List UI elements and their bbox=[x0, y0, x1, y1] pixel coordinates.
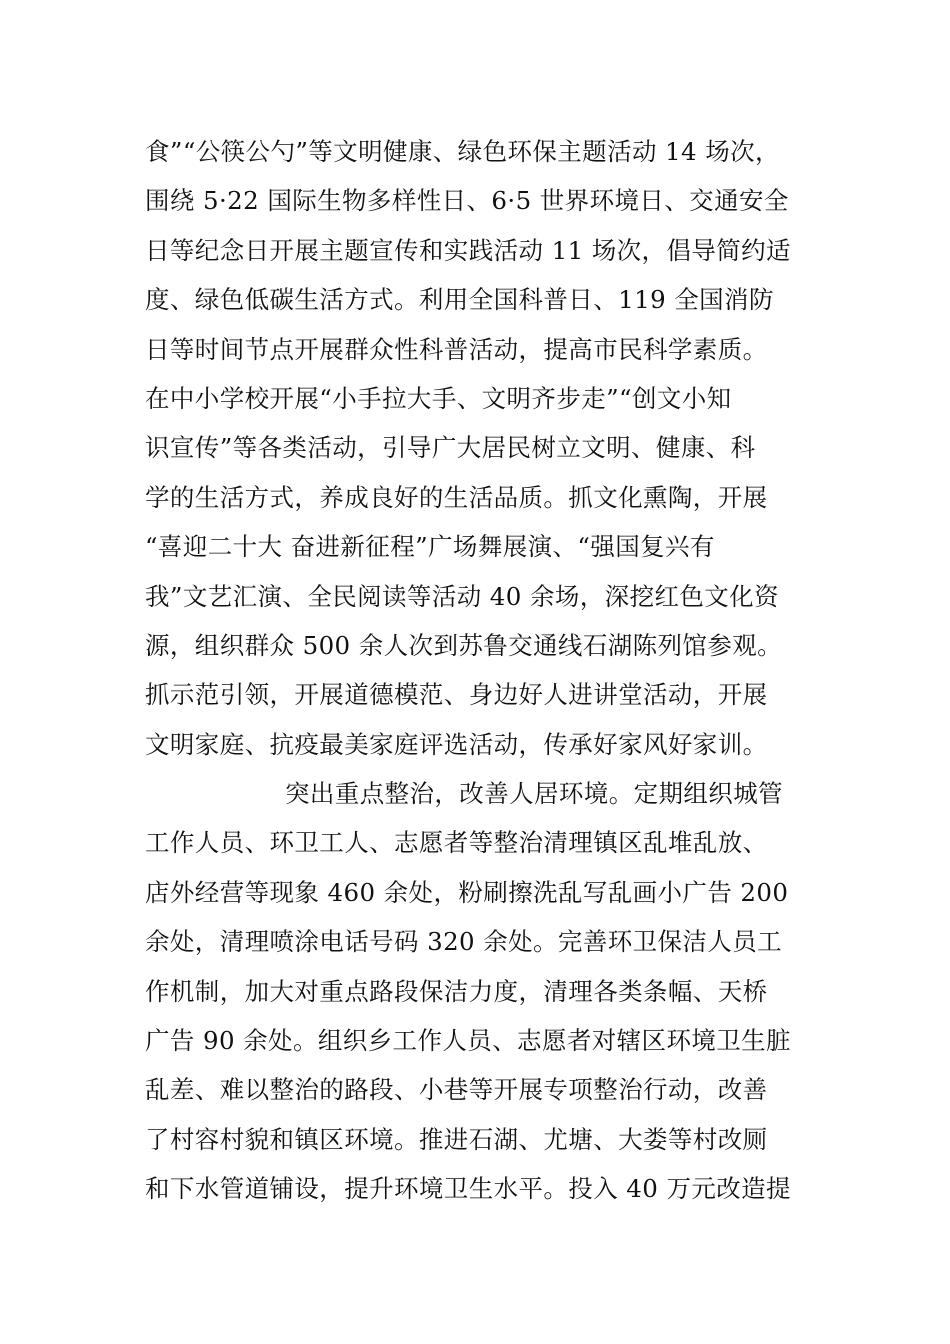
body-text bbox=[145, 127, 815, 1214]
text-line: 日等纪念日开展主题宣传和实践活动 11 场次，倡导简约适 bbox=[145, 235, 791, 265]
text-line: 文明家庭、抗疫最美家庭评选活动，传承好家风好家训。 bbox=[145, 729, 768, 759]
text-line: 学的生活方式，养成良好的生活品质。抓文化熏陶，开展 bbox=[145, 482, 768, 512]
text-line: 源，组织群众 500 余人次到苏鲁交通线石湖陈列馆参观。 bbox=[145, 630, 783, 660]
text-line: 了村容村貌和镇区环境。推进石湖、尤塘、大娄等村改厕 bbox=[145, 1124, 768, 1154]
text-line: 广告 90 余处。组织乡工作人员、志愿者对辖区环境卫生脏 bbox=[145, 1026, 791, 1056]
text-line: 在中小学校开展“小手拉大手、文明齐步走”“创文小知 bbox=[145, 383, 732, 413]
text-line: “喜迎二十大 奋进新征程”广场舞展演、“强国复兴有 bbox=[145, 532, 715, 562]
text-line: 作机制，加大对重点路段保洁力度，清理各类条幅、天桥 bbox=[145, 976, 768, 1006]
text-line: 工作人员、环卫工人、志愿者等整治清理镇区乱堆乱放、 bbox=[145, 828, 768, 858]
text-line: 抓示范引领，开展道德模范、身边好人进讲堂活动，开展 bbox=[145, 680, 768, 710]
text-line: 围绕 5·22 国际生物多样性日、6·5 世界环境日、交通安全 bbox=[145, 186, 789, 216]
text-line: 识宣传”等各类活动，引导广大居民树立文明、健康、科 bbox=[145, 433, 756, 463]
text-line: 食”“公筷公勺”等文明健康、绿色环保主题活动 14 场次， bbox=[145, 137, 780, 166]
text-line: 和下水管道铺设，提升环境卫生水平。投入 40 万元改造提 bbox=[145, 1174, 791, 1204]
text-line: 度、绿色低碳生活方式。利用全国科普日、119 全国消防 bbox=[145, 285, 774, 315]
text-line: 店外经营等现象 460 余处，粉刷擦洗乱写乱画小广告 200 bbox=[145, 877, 789, 907]
text-line: 日等时间节点开展群众性科普活动，提高市民科学素质。 bbox=[145, 334, 768, 364]
text-line: 余处，清理喷涂电话号码 320 余处。完善环卫保洁人员工 bbox=[145, 927, 783, 957]
section-heading-line: 突出重点整治，改善人居环境。定期组织城管 bbox=[285, 779, 783, 809]
text-line: 我”文艺汇演、全民阅读等活动 40 余场，深挖红色文化资 bbox=[145, 581, 779, 611]
text-line: 乱差、难以整治的路段、小巷等开展专项整治行动，改善 bbox=[145, 1075, 768, 1105]
